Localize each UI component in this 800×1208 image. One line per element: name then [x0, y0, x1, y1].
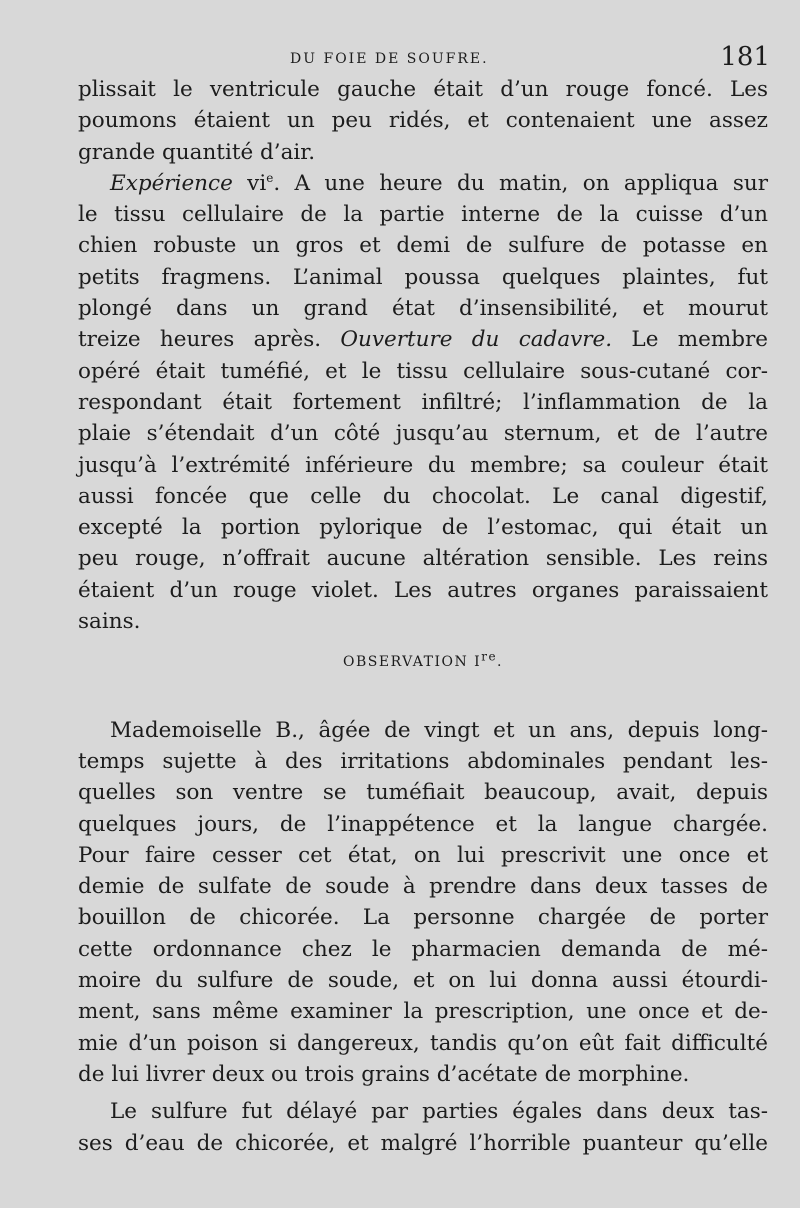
text-line: aussi foncée que celle du chocolat. Le canal digestif, — [78, 483, 768, 509]
text-line: plaie s’étendait d’un côté jusqu’au sternum, et de l’autre — [78, 421, 768, 447]
text-line: respondant était fortement infiltré; l’inflammation de la — [78, 389, 768, 415]
text-line — [78, 168, 768, 199]
experience-label: Expérience — [110, 170, 233, 196]
text-line: petits fragmens. L’animal poussa quelques plaintes, fut — [78, 264, 768, 290]
paragraph-sulfure — [78, 1096, 768, 1159]
text-line: de lui livrer deux ou trois grains d’acétate de morphine. — [78, 1061, 690, 1087]
paragraph-observation — [78, 715, 768, 1091]
text-line: cette ordonnance chez le pharmacien demanda de mé- — [78, 936, 768, 962]
page-header — [80, 38, 770, 78]
experience-numeral: vi — [247, 170, 267, 196]
text-line: peu rouge, n’offrait aucune altération sensible. Les reins — [78, 546, 768, 572]
body-text — [78, 74, 768, 1159]
heading-text: OBSERVATION I — [343, 654, 482, 671]
text-line — [78, 324, 768, 355]
text-line: le tissu cellulaire de la partie interne de la cuisse d’un — [78, 202, 768, 228]
text-line: quelles son ventre se tuméfiait beaucoup, avait, depuis — [78, 780, 768, 806]
text-fragment: . A une heure du matin, on appliqua sur — [273, 170, 768, 196]
experience-superscript: e — [266, 170, 274, 185]
text-line: étaient d’un rouge violet. Les autres organes paraissaient — [78, 577, 768, 603]
page-number: 181 — [720, 42, 770, 72]
text-line: quelques jours, de l’inappétence et la langue chargée. — [78, 811, 768, 837]
text-line: plongé dans un grand état d’insensibilité, et mourut — [78, 296, 768, 322]
text-line: excepté la portion pylorique de l’estomac, qui était un — [78, 515, 768, 541]
heading-dot: . — [497, 654, 503, 671]
text-line: plissait le ventricule gauche était d’un rouge foncé. Les — [78, 77, 768, 102]
text-line: Mademoiselle B., âgée de vingt et un ans, depuis long- — [110, 717, 768, 743]
text-fragment: Le membre — [612, 327, 768, 353]
text-line: mie d’un poison si dangereux, tandis qu’on eût fait difficulté — [78, 1030, 768, 1056]
text-line: demie de sulfate de soude à prendre dans deux tasses de — [78, 874, 768, 900]
text-fragment: treize heures après. — [78, 327, 341, 353]
text-line: chien robuste un gros et demi de sulfure de potasse en — [78, 233, 768, 259]
text-line: moire du sulfure de soude, et on lui donna aussi étourdi- — [78, 968, 768, 994]
text-line: jusqu’à l’extrémité inférieure du membre; sa couleur était — [78, 452, 768, 478]
italic-phrase: Ouverture du cadavre. — [340, 327, 613, 353]
text-line: ment, sans même examiner la prescription, une once et de- — [78, 999, 768, 1025]
text-line: Pour faire cesser cet état, on lui prescrivit une once et — [78, 842, 768, 868]
text-line: temps sujette à des irritations abdominales pendant les- — [78, 748, 768, 774]
observation-heading — [78, 647, 768, 678]
text-line: opéré était tuméfié, et le tissu cellulaire sous-cutané cor- — [78, 358, 768, 384]
running-title: DU FOIE DE SOUFRE. — [290, 51, 489, 67]
heading-superscript: re — [481, 649, 498, 664]
paragraph-experience — [78, 168, 768, 637]
text-line: Le sulfure fut délayé par parties égales dans deux tas- — [110, 1099, 768, 1125]
text-line: bouillon de chicorée. La personne chargée de porter — [78, 905, 768, 931]
paragraph-continuation — [78, 74, 768, 168]
text-line: grande quantité d’air. — [78, 139, 316, 165]
text-line: ses d’eau de chicorée, et malgré l’horrible puanteur qu’elle — [78, 1130, 768, 1156]
text-line: poumons étaient un peu ridés, et contenaient une assez — [78, 108, 768, 134]
text-line: sains. — [78, 609, 141, 635]
